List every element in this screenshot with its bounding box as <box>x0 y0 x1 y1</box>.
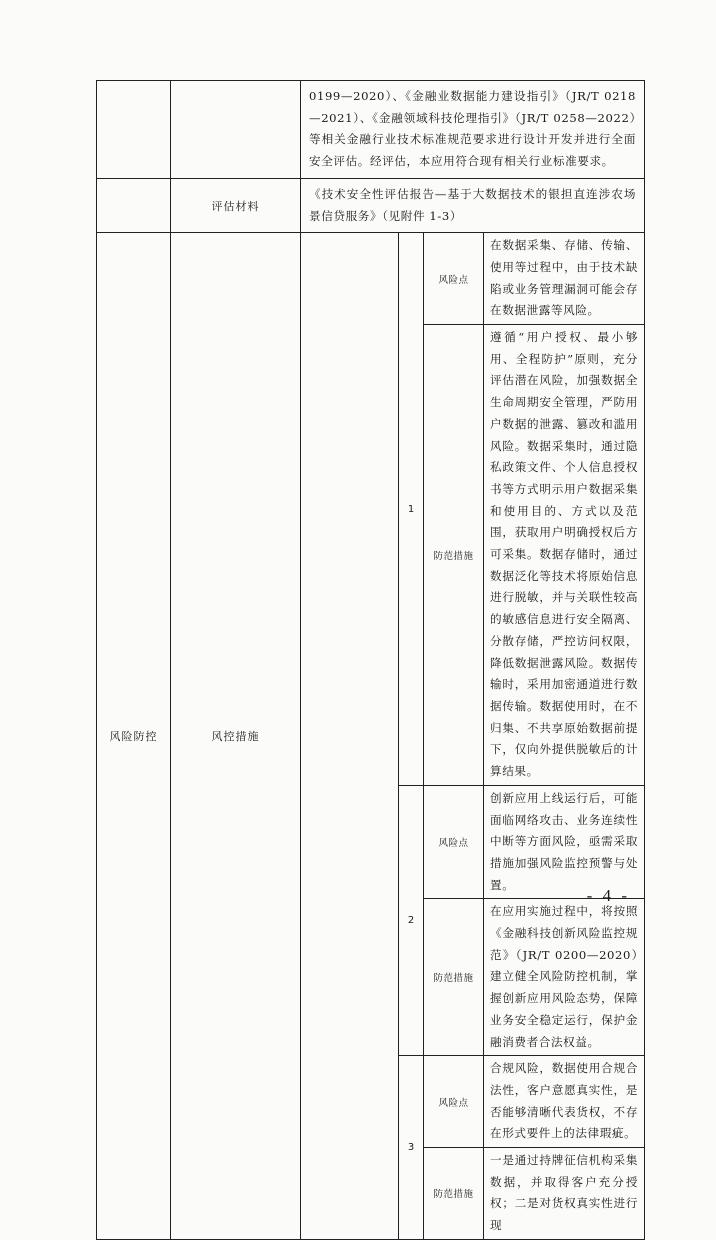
risk-point-cell <box>484 785 645 899</box>
assessment-text-cell <box>301 178 645 232</box>
item-number: 2 <box>399 785 424 1055</box>
page-number: - 4 - <box>586 886 630 905</box>
item-number: 1 <box>399 233 424 786</box>
item-number: 3 <box>399 1056 424 1240</box>
standards-text: 0199—2020）、《金融业数据能力建设指引》（JR/T 0218—2021）、《金融领域科技伦理指引》（JR/T 0258—2022）等相关金融行业技术标准规范要求进行设计开发并进行全面安全评估。经评估，本应用符合现有相关行业标准要求。 <box>309 89 637 169</box>
measure-text: 遵循“用户授权、最小够用、全程防护”原则，充分评估潜在风险，加强数据全生命周期安全管理，严防用户数据的泄露、篡改和滥用风险。数据采集时，通过隐私政策文件、个人信息授权书等方式明示用户数据采集和使用目的、方式以及范围，获取用户明确授权后方可采集。数据存储时，通过数据泛化等技术将原始信息进行脱敏，并与关联性较高的敏感信息进行安全隔离、分散存储，严控访问权限，降低数据泄露风险。数据传输时，采用加密通道进行数据传输。数据使用时，在不归集、不共享原始数据前提下，仅向外提供脱敏后的计算结果。 <box>490 330 639 779</box>
risk-point-label: 风险点 <box>424 233 484 325</box>
table-row <box>97 81 645 179</box>
assessment-label: 评估材料 <box>171 178 301 232</box>
risk-point-label: 风险点 <box>424 785 484 899</box>
risk-point-text: 合规风险，数据使用合规合法性，客户意愿真实性，是否能够清晰代表货权，不存在形式要件上的法律瑕疵。 <box>490 1061 639 1141</box>
empty-cell <box>97 178 171 232</box>
table-row <box>97 178 645 232</box>
measure-label: 防范措施 <box>424 899 484 1056</box>
table-row <box>97 233 645 325</box>
risk-point-cell <box>484 233 645 325</box>
empty-cell <box>171 81 301 179</box>
measure-text: 一是通过持牌征信机构采集数据，并取得客户充分授权；二是对货权真实性进行现 <box>490 1153 639 1233</box>
measure-cell <box>484 1148 645 1240</box>
risk-point-label: 风险点 <box>424 1056 484 1148</box>
measure-cell <box>484 899 645 1056</box>
content-table <box>96 80 645 1240</box>
measure-text: 在应用实施过程中，将按照《金融科技创新风险监控规范》（JR/T 0200—2020）建立健全风险防控机制，掌握创新应用风险态势，保障业务安全稳定运行，保护金融消费者合法权益。 <box>490 904 639 1049</box>
standards-text-cell <box>301 81 645 179</box>
measure-label: 防范措施 <box>424 325 484 786</box>
empty-cell <box>97 81 171 179</box>
assessment-text: 《技术安全性评估报告—基于大数据技术的银担直连涉农场景信贷服务》（见附件 1-3） <box>309 186 637 223</box>
risk-category-label: 风险防控 <box>97 233 171 1240</box>
empty-cell <box>301 233 399 1240</box>
risk-point-text: 在数据采集、存储、传输、使用等过程中，由于技术缺陷或业务管理漏洞可能会存在数据泄露等风险。 <box>490 238 639 318</box>
risk-point-text: 创新应用上线运行后，可能面临网络攻击、业务连续性中断等方面风险，亟需采取措施加强风险监控预警与处置。 <box>490 790 639 892</box>
risk-point-cell <box>484 1056 645 1148</box>
measure-cell <box>484 325 645 786</box>
measure-label: 防范措施 <box>424 1148 484 1240</box>
risk-subcategory-label: 风控措施 <box>171 233 301 1240</box>
